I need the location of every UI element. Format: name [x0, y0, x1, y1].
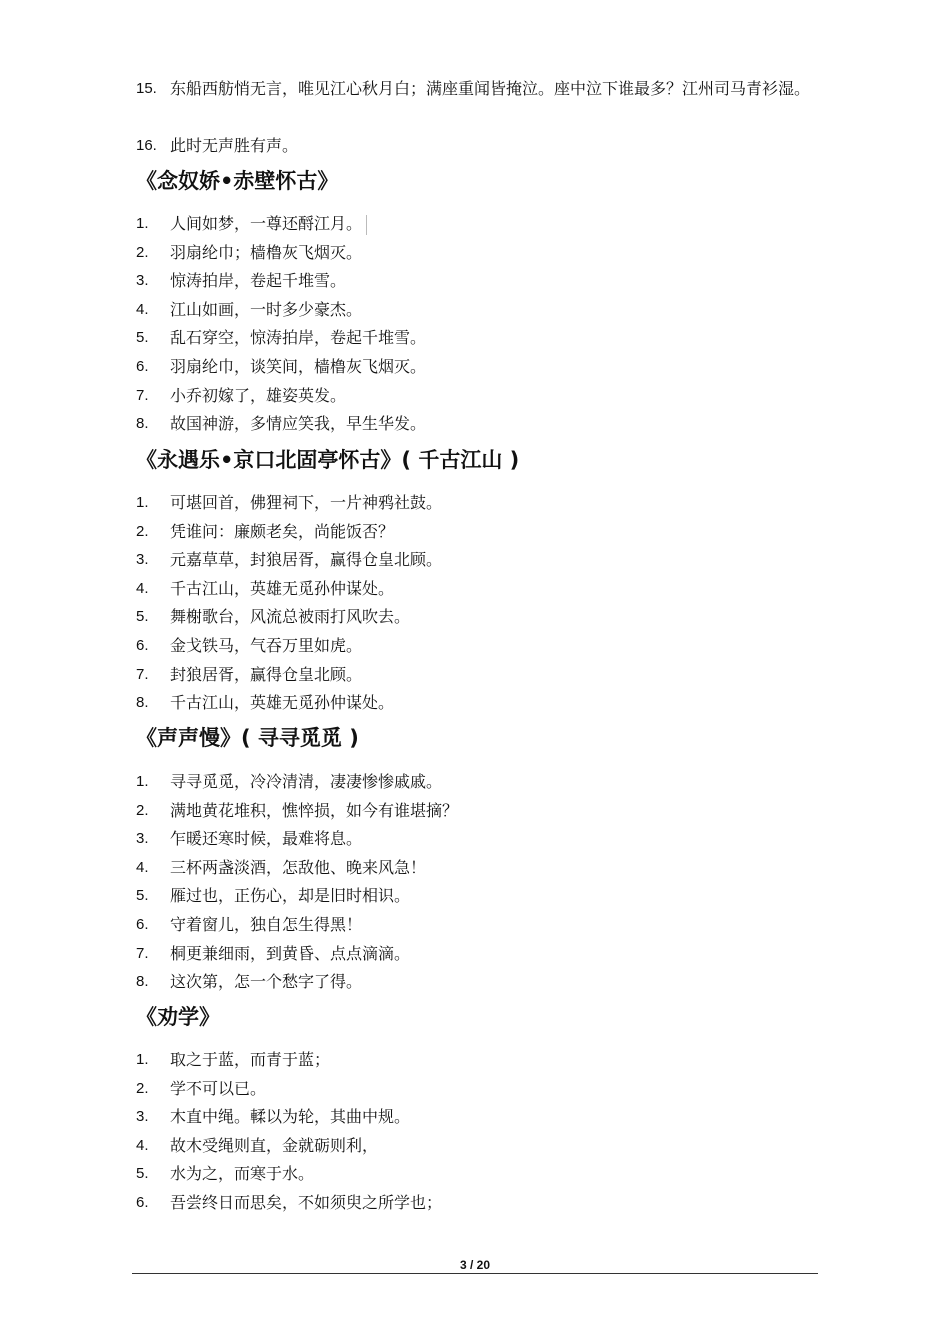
section-list: [0, 210, 950, 439]
list-item: [0, 239, 950, 268]
list-item: [0, 854, 950, 883]
item-text: 人间如梦，一尊还酹江月。: [170, 210, 367, 239]
list-item: [0, 1132, 950, 1161]
item-number: 5.: [136, 608, 149, 626]
list-item: [0, 546, 950, 575]
section-list: [0, 489, 950, 718]
item-number: 5.: [136, 887, 149, 905]
item-number: 15.: [136, 80, 157, 97]
item-text: 封狼居胥，赢得仓皇北顾。: [170, 664, 363, 684]
list-item: [0, 74, 950, 132]
item-text: 故国神游，多情应笑我，早生华发。: [170, 414, 427, 434]
list-item: [0, 489, 950, 518]
section-list: [0, 768, 950, 997]
item-text: 学不可以已。: [170, 1078, 267, 1098]
item-number: 1.: [136, 494, 149, 511]
list-item: [0, 632, 950, 661]
list-item: [0, 825, 950, 854]
list-item: [0, 1046, 950, 1075]
footer-divider: [132, 1273, 818, 1274]
item-text: 雁过也，正伤心，却是旧时相识。: [170, 886, 411, 906]
item-text: 元嘉草草，封狼居胥，赢得仓皇北顾。: [170, 550, 443, 570]
list-item: [0, 210, 950, 239]
list-item: [0, 353, 950, 382]
item-number: 1.: [136, 1051, 149, 1068]
item-text: 乍暖还寒时候，最难将息。: [170, 829, 363, 849]
section-title: 《声声慢》( 寻寻觅觅 ): [136, 726, 359, 750]
item-number: 3.: [136, 551, 149, 569]
list-item: [0, 768, 950, 797]
item-number: 7.: [136, 386, 149, 404]
item-number: 3.: [136, 272, 149, 290]
list-item: [0, 1189, 950, 1218]
item-text: 可堪回首，佛狸祠下，一片神鸦社鼓。: [170, 493, 443, 512]
list-item: [0, 410, 950, 439]
list-item: [0, 911, 950, 940]
list-item: [0, 689, 950, 718]
text-cursor: [366, 215, 367, 235]
item-number: 16.: [136, 137, 157, 154]
item-text: 取之于蓝，而青于蓝；: [170, 1050, 331, 1069]
item-text: 桐更兼细雨，到黄昏、点点滴滴。: [170, 943, 411, 963]
item-text: 满地黄花堆积，憔悴损，如今有谁堪摘？: [170, 800, 459, 820]
item-text: 凭谁问：廉颇老矣，尚能饭否？: [170, 521, 395, 541]
section-title: 《劝学》: [136, 1005, 220, 1029]
item-text: 小乔初嫁了，雄姿英发。: [170, 385, 347, 405]
item-text: 寻寻觅觅，冷冷清清，凄凄惨惨戚戚。: [170, 772, 443, 791]
list-item: [0, 603, 950, 632]
item-number: 6.: [136, 915, 149, 933]
item-number: 5.: [136, 1165, 149, 1183]
item-text: 千古江山，英雄无觅孙仲谋处。: [170, 578, 395, 598]
list-item: [0, 518, 950, 547]
list-item: [0, 382, 950, 411]
item-number: 4.: [136, 300, 149, 318]
item-number: 1.: [136, 215, 149, 232]
list-item: [0, 267, 950, 296]
item-number: 3.: [136, 830, 149, 848]
item-text: 金戈铁马，气吞万里如虎。: [170, 635, 363, 655]
item-text: 水为之，而寒于水。: [170, 1164, 315, 1184]
item-text: 故木受绳则直，金就砺则利，: [170, 1135, 379, 1155]
list-item: [0, 1160, 950, 1189]
item-number: 6.: [136, 636, 149, 654]
list-item: [0, 324, 950, 353]
list-item: [0, 575, 950, 604]
item-text: 乱石穿空，惊涛拍岸，卷起千堆雪。: [170, 328, 427, 348]
item-number: 2.: [136, 1079, 149, 1097]
list-item: [0, 940, 950, 969]
item-text: 木直中绳。輮以为轮，其曲中规。: [170, 1107, 411, 1127]
item-text: 江山如画，一时多少豪杰。: [170, 299, 363, 319]
item-number: 5.: [136, 329, 149, 347]
item-text: 这次第，怎一个愁字了得。: [170, 972, 363, 992]
item-number: 7.: [136, 665, 149, 683]
item-text: 羽扇纶巾，谈笑间，樯橹灰飞烟灭。: [170, 356, 427, 376]
item-text: 羽扇纶巾；樯橹灰飞烟灭。: [170, 242, 363, 262]
item-text: 千古江山，英雄无觅孙仲谋处。: [170, 693, 395, 713]
item-number: 2.: [136, 522, 149, 540]
section-title: 《永遇乐•京口北固亭怀古》( 千古江山 ): [136, 448, 520, 472]
list-item: [0, 661, 950, 690]
list-item: [0, 1075, 950, 1104]
item-text: 东船西舫悄无言，唯见江心秋月白；满座重闻皆掩泣。座中泣下谁最多？江州司马青衫湿。: [170, 79, 811, 98]
item-number: 4.: [136, 579, 149, 597]
item-number: 4.: [136, 1136, 149, 1154]
item-number: 2.: [136, 801, 149, 819]
item-number: 8.: [136, 973, 149, 991]
list-item: [0, 1103, 950, 1132]
item-text: 三杯两盏淡酒，怎敌他、晚来风急！: [170, 857, 427, 877]
item-number: 3.: [136, 1108, 149, 1126]
item-number: 8.: [136, 694, 149, 712]
item-number: 4.: [136, 858, 149, 876]
item-text: 惊涛拍岸，卷起千堆雪。: [170, 271, 347, 291]
list-item: [0, 296, 950, 325]
item-text: 吾尝终日而思矣，不如须臾之所学也；: [170, 1192, 443, 1212]
item-text: 守着窗儿，独自怎生得黑！: [170, 914, 363, 934]
section-list: [0, 1046, 950, 1218]
page-number: 3 / 20: [459, 1258, 491, 1272]
item-number: 8.: [136, 415, 149, 433]
list-item: [0, 968, 950, 997]
item-number: 6.: [136, 357, 149, 375]
item-number: 1.: [136, 773, 149, 790]
item-number: 6.: [136, 1193, 149, 1211]
section-title: 《念奴娇•赤壁怀古》: [136, 169, 339, 193]
list-item: [0, 132, 950, 161]
item-text: 舞榭歌台，风流总被雨打风吹去。: [170, 607, 411, 627]
item-number: 7.: [136, 944, 149, 962]
item-number: 2.: [136, 243, 149, 261]
list-item: [0, 797, 950, 826]
list-item: [0, 882, 950, 911]
item-text: 此时无声胜有声。: [170, 136, 299, 155]
